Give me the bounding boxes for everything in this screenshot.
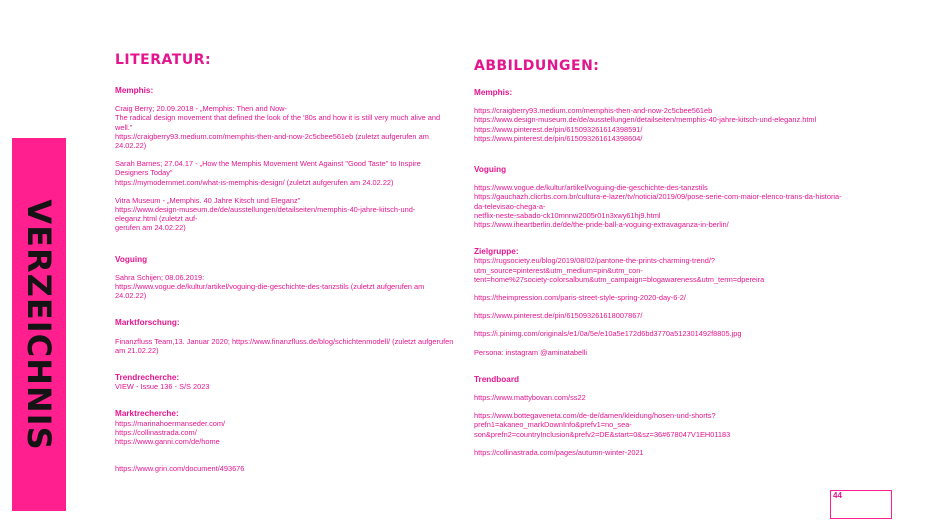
figures-trendboard-title: Trendboard: [474, 374, 520, 384]
literature-link[interactable]: https://www.grin.com/document/493676: [115, 464, 245, 474]
literature-trendrecherche-title: Trendrecherche:: [115, 373, 180, 383]
literature-marktrecherche-title: Marktrecherche:: [115, 409, 179, 419]
figures-link[interactable]: https://i.pinimg.com/originals/e1/0a/5e/e10a5e172d6bd3770a512301492f8805.jpg: [474, 329, 742, 339]
page-number-box: [830, 490, 892, 519]
sidebar-banner: [12, 138, 66, 511]
figures-link[interactable]: https://www.pinterest.de/pin/615093261618007867/: [474, 311, 643, 321]
figures-link[interactable]: https://www.pinterest.de/pin/615093261614398604/: [474, 133, 643, 143]
literature-link[interactable]: https://www.design-museum.de/de/ausstellungen/detailseiten/memphis-40-jahre-kitsch-und-eleganz.html (zuletzt auf-: [115, 205, 416, 224]
figures-link[interactable]: https://craigberry93.medium.com/memphis-then-and-now-2c5cbee561eb: [474, 106, 713, 116]
figures-zielgruppe-title: Zielgruppe:: [474, 247, 519, 257]
figures-link[interactable]: https://collinastrada.com/pages/autumn-winter-2021: [474, 447, 644, 457]
literature-heading: LITERATUR:: [115, 52, 212, 68]
figures-column: [474, 58, 844, 457]
figures-link[interactable]: https://www.mattybovan.com/ss22: [474, 393, 586, 403]
literature-link[interactable]: Finanzfluss Team,13. Januar 2020; https://www.finanzfluss.de/blog/schichtenmodell/ (zuletzt aufgerufen am 21.02.22): [115, 336, 454, 355]
figures-heading: ABBILDUNGEN:: [474, 58, 600, 74]
figures-link[interactable]: netflix-neste-sabado-ck10mnnw2005r01n3xwy61hj9.html: [474, 210, 661, 220]
figures-entry: Persona: instagram @aminatabelli: [474, 347, 588, 357]
page-number: 44: [833, 491, 842, 500]
literature-entry: The radical design movement that defined the look of the '80s and how it is still very much alive and well.": [115, 113, 441, 132]
figures-link[interactable]: https://www.design-museum.de/de/ausstellungen/detailseiten/memphis-40-jahre-kitsch-und-eleganz.html: [474, 115, 817, 125]
figures-link[interactable]: https://www.vogue.de/kultur/artikel/voguing-die-geschichte-des-tanzstils: [474, 183, 708, 193]
literature-entry: Sarah Barnes; 27.04.17 - „How the Memphis Movement Went Against "Good Taste" to Inspire Designers Today": [115, 159, 421, 178]
literature-marktforschung-title: Marktforschung:: [115, 318, 180, 328]
literature-column: [115, 52, 455, 473]
figures-link[interactable]: https://www.pinterest.de/pin/615093261614398591/: [474, 124, 643, 134]
literature-link[interactable]: https://marinahoermanseder.com/: [115, 418, 226, 428]
figures-memphis-title: Memphis:: [474, 88, 513, 97]
literature-link[interactable]: https://craigberry93.medium.com/memphis-then-and-now-2c5cbee561eb (zuletzt aufgerufen am 24.02.22): [115, 131, 429, 151]
literature-link[interactable]: https://mymodernmet.com/what-is-memphis-design/ (zuletzt aufgerufen am 24.02.22): [115, 177, 394, 187]
figures-link[interactable]: son&prefn2=countryInclusion&prefv2=DE&start=0&sz=36#678047V1EH01183: [474, 429, 731, 439]
literature-entry: VIEW - Issue 136 - S/S 2023: [115, 382, 210, 392]
literature-link[interactable]: https://collinastrada.com/: [115, 427, 197, 437]
sidebar-title: VERZEICHNIS: [20, 198, 58, 451]
literature-entry: Vitra Museum - „Memphis. 40 Jahre Kitsch und Eleganz": [115, 195, 301, 205]
literature-entry: Sahra Schijen; 08.06.2019:: [115, 272, 205, 282]
figures-link[interactable]: https://theimpression.com/paris-street-style-spring-2020-day-6-2/: [474, 293, 686, 303]
figures-voguing-title: Voguing: [474, 165, 507, 175]
figures-link[interactable]: https://www.bottegaveneta.com/de-de/damen/kleidung/hosen-und-shorts?prefn1=akaneo_markDownInfo&prefv1=no_sea-: [474, 411, 716, 430]
literature-voguing-title: Voguing: [115, 254, 148, 264]
figures-link[interactable]: https://rugsociety.eu/blog/2019/08/02/pantone-the-prints-charming-trend/?utm_source=pinterest&utm_medium=pin&utm_con-: [474, 256, 716, 275]
figures-link[interactable]: tent=home%27society-colorsalbum&utm_campaign=blogawareness&utm_term=dpereira: [474, 274, 765, 284]
literature-memphis-title: Memphis:: [115, 86, 154, 95]
literature-entry: Craig Berry; 20.09.2018 - „Memphis: Then and Now-: [115, 104, 287, 114]
literature-link[interactable]: https://www.ganni.com/de/home: [115, 437, 220, 447]
figures-link[interactable]: https://gauchazh.clicrbs.com.br/cultura-e-lazer/tv/noticia/2019/09/pose-serie-com-maior-elenco-trans-da-historia-da-televisao-chega-a-: [474, 192, 842, 211]
figures-link[interactable]: https://www.iheartberlin.de/de/the-pride-ball-a-voguing-extravaganza-in-berlin/: [474, 220, 729, 230]
literature-link[interactable]: https://www.vogue.de/kultur/artikel/voguing-die-geschichte-des-tanzstils (zuletzt aufgerufen am 24.02.22): [115, 282, 425, 301]
literature-entry: gerufen am 24.02.22): [115, 223, 186, 233]
